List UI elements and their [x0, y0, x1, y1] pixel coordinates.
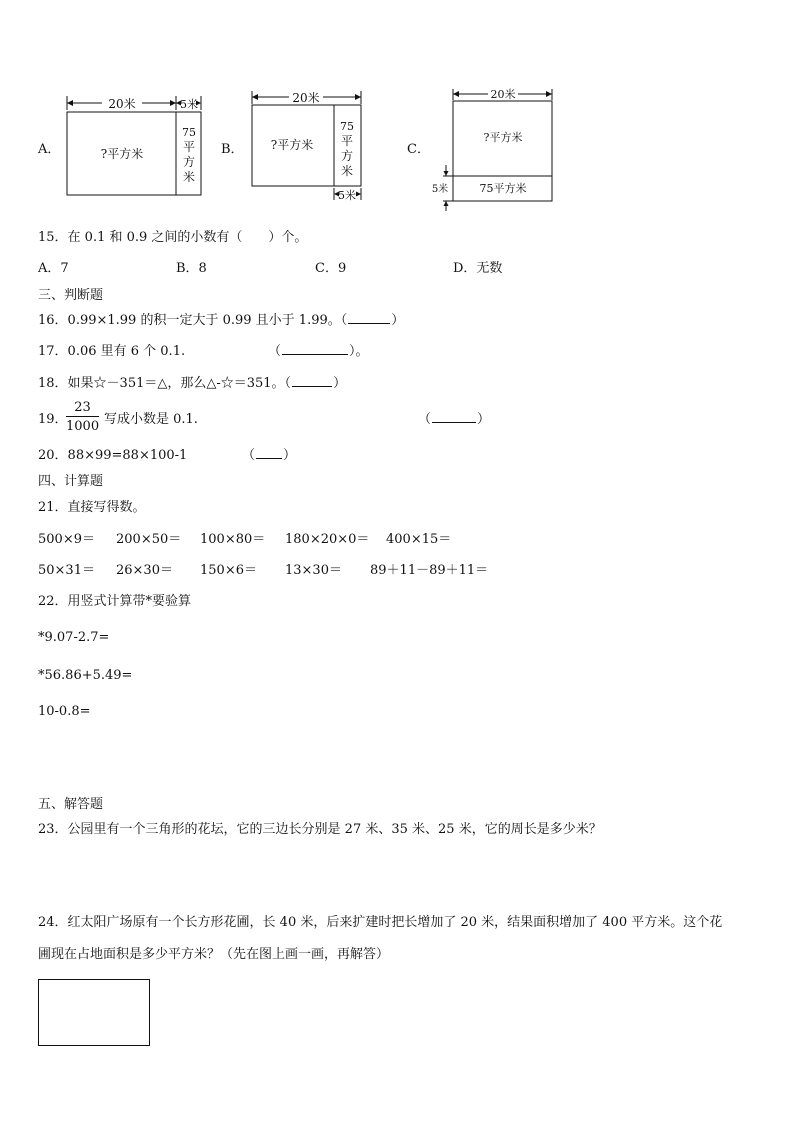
- q20-paren-open: （: [242, 448, 256, 463]
- option-c-label: C．: [407, 142, 430, 157]
- fig-b-small-3: 方: [340, 149, 354, 163]
- q19-rest: 写成小数是 0.1.: [104, 412, 198, 427]
- q22-stem: 22．用竖式计算带*要验算: [38, 594, 192, 609]
- option-a-label: A．: [38, 142, 61, 157]
- q18: [38, 377, 346, 390]
- fig-b-top-dim: 20米: [292, 91, 320, 105]
- figure-b: [247, 86, 367, 204]
- fig-b-small-1: 75: [340, 120, 354, 133]
- q16: [38, 314, 404, 327]
- q21-row2-item3: 150×6＝: [200, 563, 257, 578]
- q15-option-b: B．8: [176, 261, 207, 276]
- q17-paren-open: （: [268, 344, 282, 359]
- section3-title: 三、判断题: [38, 288, 104, 303]
- q17-answer-blank[interactable]: [282, 353, 348, 355]
- fig-c-side-dim: 5米: [431, 184, 449, 195]
- q15-stem: 15．在 0.1 和 0.9 之间的小数有（ ）个。: [38, 230, 308, 245]
- fig-b-bottom-dim: 5米: [338, 189, 356, 202]
- q17-text: 17．0.06 里有 6 个 0.1.: [38, 344, 186, 359]
- q24-line1: 24．红太阳广场原有一个长方形花圃，长 40 米，后来扩建时把长增加了 20 米，结果面积增加了 400 平方米。这个花: [38, 915, 723, 930]
- fig-c-big-area: ?平方米: [483, 131, 523, 144]
- figure-c: [428, 85, 558, 213]
- q24-drawing-box[interactable]: [38, 979, 150, 1046]
- figure-a: [60, 92, 208, 200]
- q16-text: 16．0.99×1.99 的积一定大于 0.99 且小于 1.99。（: [38, 313, 348, 328]
- fig-a-small-3: 方: [182, 155, 196, 169]
- q21-row2-item4: 13×30＝: [285, 563, 342, 578]
- q15-option-a: A．7: [38, 261, 69, 276]
- q19-answer: [418, 413, 490, 426]
- q19-paren-close: ）: [477, 412, 491, 427]
- section4-title: 四、计算题: [38, 474, 104, 489]
- q20-text: 20．88×99=88×100-1: [38, 448, 188, 463]
- q21-row1-item4: 180×20×0＝: [285, 532, 370, 547]
- q17-paren-close: ）。: [349, 344, 369, 359]
- q19-number: 19．: [38, 412, 68, 427]
- q19-paren-open: （: [418, 412, 432, 427]
- q20-paren-close: ）: [283, 448, 297, 463]
- q15-option-d: D．无数: [453, 261, 503, 276]
- q21-row2-item1: 50×31＝: [38, 563, 95, 578]
- q22-item1: *9.07-2.7=: [38, 630, 110, 645]
- q19-fraction-numerator: 23: [66, 401, 99, 417]
- q18-answer-blank[interactable]: [292, 385, 332, 387]
- q19-answer-blank[interactable]: [432, 421, 476, 423]
- section5-title: 五、解答题: [38, 797, 104, 812]
- fig-a-top-dim: 20米: [108, 97, 136, 111]
- q21-stem: 21．直接写得数。: [38, 500, 146, 515]
- q16-end: ）: [391, 313, 405, 328]
- fig-a-small-4: 米: [182, 170, 196, 184]
- fig-b-small-2: 平: [340, 134, 354, 148]
- q15-option-c: C．9: [315, 261, 347, 276]
- q19-fraction-denominator: 1000: [66, 419, 100, 434]
- fig-c-top-dim: 20米: [490, 88, 516, 101]
- fig-a-right-dim: 5米: [180, 98, 198, 111]
- q19-fraction: [66, 401, 99, 433]
- q21-row2-item2: 26×30＝: [116, 563, 173, 578]
- q20-answer: [242, 449, 296, 462]
- q21-row2-item5: 89＋11－89＋11＝: [370, 563, 489, 578]
- fig-b-big-area: ?平方米: [270, 138, 314, 152]
- q18-end: ）: [333, 376, 347, 391]
- q21-row1-item2: 200×50＝: [116, 532, 182, 547]
- q22-item3: 10-0.8=: [38, 704, 91, 719]
- fig-a-big-area: ?平方米: [100, 147, 144, 161]
- q18-text: 18．如果☆－351＝△，那么△-☆＝351。（: [38, 376, 292, 391]
- q17-answer: [268, 345, 369, 358]
- q23-text: 23．公园里有一个三角形的花坛，它的三边长分别是 27 米、35 米、25 米，它的周长是多少米？: [38, 822, 602, 837]
- fig-a-small-2: 平: [182, 140, 196, 154]
- fig-b-small-4: 米: [340, 164, 354, 178]
- fig-a-small-1: 75: [182, 126, 196, 139]
- q22-item2: *56.86+5.49=: [38, 668, 133, 683]
- q21-row1-item5: 400×15＝: [386, 532, 452, 547]
- option-b-label: B．: [221, 142, 244, 157]
- q21-row1-item1: 500×9＝: [38, 532, 95, 547]
- fig-c-small-area: 75平方米: [479, 182, 527, 195]
- q20-answer-blank[interactable]: [256, 457, 282, 459]
- q24-line2: 圃现在占地面积是多少平方米？（先在图上画一画，再解答）: [38, 947, 390, 962]
- q21-row1-item3: 100×80＝: [200, 532, 266, 547]
- q16-answer-blank[interactable]: [348, 322, 390, 324]
